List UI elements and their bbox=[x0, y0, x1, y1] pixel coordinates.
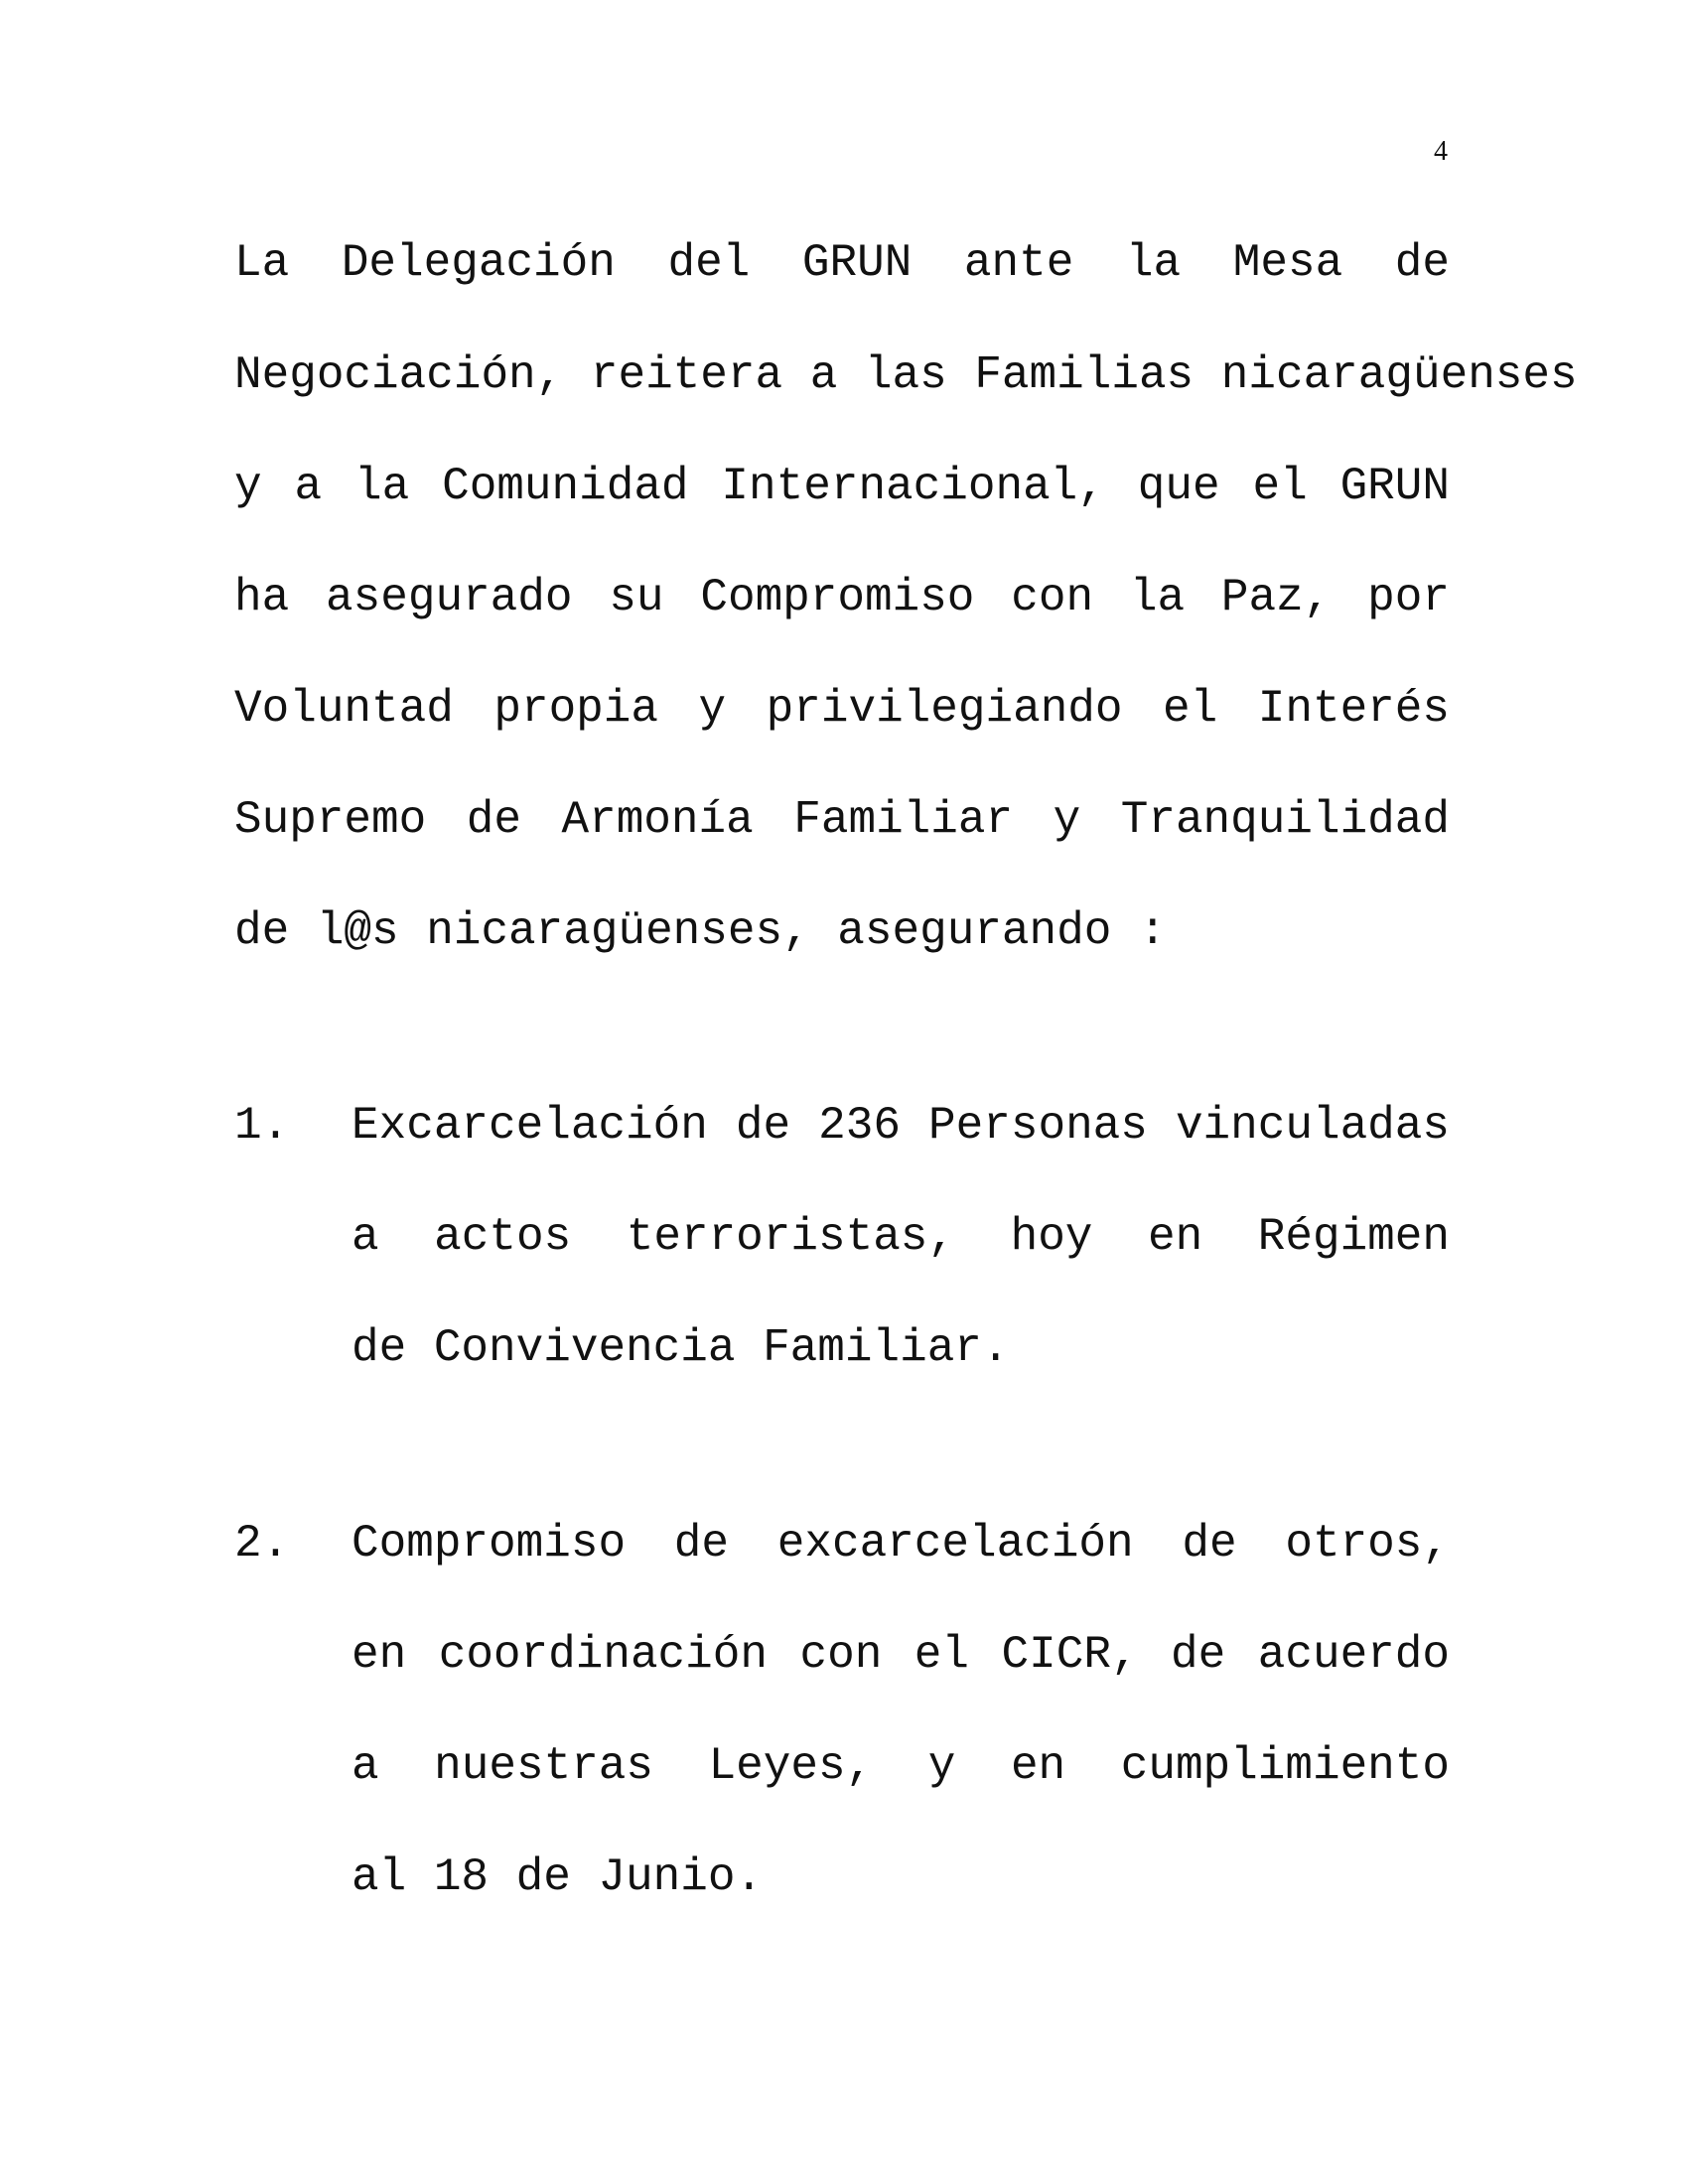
paragraph-line: ha asegurado su Compromiso con la Paz, por bbox=[234, 572, 1450, 623]
list-item-line: a actos terroristas, hoy en Régimen bbox=[352, 1211, 1450, 1263]
paragraph-line: La Delegación del GRUN ante la Mesa de bbox=[234, 237, 1450, 289]
paragraph-line: Voluntad propia y privilegiando el Interés bbox=[234, 683, 1450, 735]
list-item-line: de Convivencia Familiar. bbox=[352, 1322, 1010, 1374]
list-item-number: 1. bbox=[234, 1100, 290, 1152]
paragraph-line: y a la Comunidad Internacional, que el GRUN bbox=[234, 461, 1450, 512]
list-item-line: Excarcelación de 236 Personas vinculadas bbox=[352, 1100, 1450, 1152]
list-item-line: Compromiso de excarcelación de otros, bbox=[352, 1518, 1450, 1570]
list-item-number: 2. bbox=[234, 1518, 290, 1570]
list-item-line: en coordinación con el CICR, de acuerdo bbox=[352, 1629, 1450, 1681]
paragraph-line: de l@s nicaragüenses, asegurando : bbox=[234, 905, 1167, 957]
list-item-line: al 18 de Junio. bbox=[352, 1851, 764, 1903]
paragraph-line: Negociación, reitera a las Familias nicaragüenses bbox=[234, 349, 1578, 401]
page-number: 4 bbox=[1434, 136, 1448, 167]
paragraph-line: Supremo de Armonía Familiar y Tranquilidad bbox=[234, 794, 1450, 846]
list-item-line: a nuestras Leyes, y en cumplimiento bbox=[352, 1740, 1450, 1792]
